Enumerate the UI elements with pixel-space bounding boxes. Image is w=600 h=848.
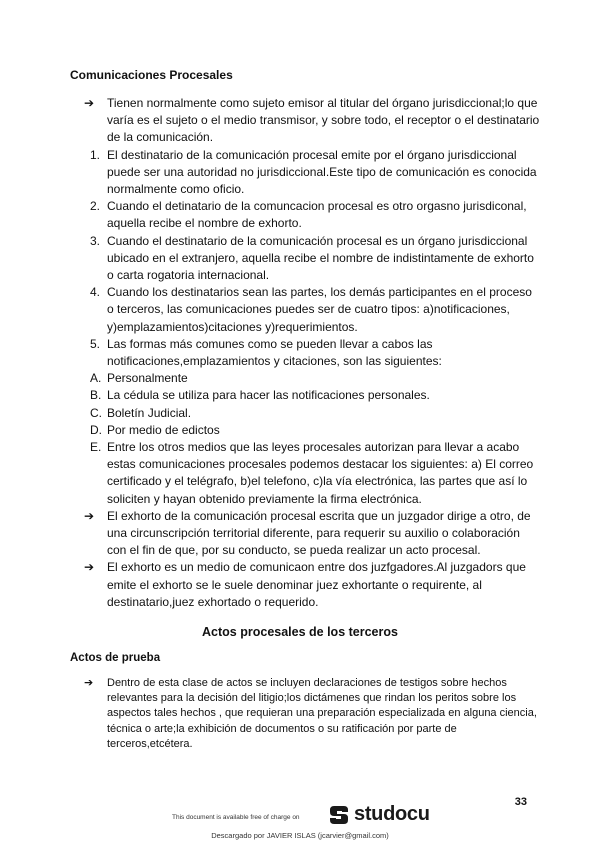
list-marker: 1. — [90, 147, 101, 162]
list-marker: C. — [90, 405, 102, 420]
studocu-logo-icon — [330, 804, 350, 826]
list-item — [70, 422, 540, 439]
list-marker: 2. — [90, 199, 101, 214]
list-marker: 3. — [90, 233, 101, 248]
list-item-text: El destinatario de la comunicación procesal emite por el órgano jurisdiccional puede ser una autoridad no jurisdiccional.Este tipo de comunicación es conocida normalmente como oficio. — [107, 147, 537, 197]
arrow-bullet-icon: ➔ — [84, 560, 95, 575]
page-number: 33 — [514, 796, 527, 808]
studocu-wordmark: studocu — [354, 803, 430, 825]
list-item — [70, 439, 540, 508]
list-item — [70, 95, 540, 147]
list-marker: A. — [90, 371, 102, 386]
list-item — [70, 147, 540, 199]
footer-note: This document is available free of charge on — [172, 814, 300, 821]
list-item-text: Dentro de esta clase de actos se incluyen declaraciones de testigos sobre hechos relevantes para la decisión del litigio;los dictámenes que rindan los peritos sobre los aspectos tales hechos , que requieran una preparación especializada en alguna ciencia, técnica o arte;la exhibición de documentos o su ratificación por parte de terceros,etcétera. — [107, 677, 537, 750]
list-item-text: Por medio de edictos — [107, 422, 220, 437]
list-marker: B. — [90, 388, 102, 403]
list-item — [70, 676, 540, 752]
secondary-list — [70, 676, 540, 752]
list-marker: 4. — [90, 285, 101, 300]
list-item-text: El exhorto de la comunicación procesal escrita que un juzgador dirige a otro, de una circunscripción territorial diferente, para requerir su auxilio o colaboración con el fin de que, por su conducto, se pueda realizar un acto procesal. — [107, 508, 531, 558]
list-marker: 5. — [90, 336, 101, 351]
section-heading: Comunicaciones Procesales — [70, 68, 233, 82]
list-item — [70, 508, 540, 560]
list-item — [70, 233, 540, 285]
list-item-text: El exhorto es un medio de comunicaon entre dos juzfgadores.Al juzgadors que emite el exhorto se le suele denominar juez exhortante o requirente, al destinatario,juez exhortado o requerido. — [107, 560, 526, 609]
main-list — [70, 95, 540, 611]
list-item — [70, 198, 540, 232]
subsection-heading: Actos de prueba — [70, 652, 161, 664]
list-item-text: Tienen normalmente como sujeto emisor al titular del órgano jurisdiccional;lo que varía es el sujeto o el medio transmisor, y sobre todo, el receptor o el destinatario de la comunicación. — [107, 96, 540, 145]
list-item-text: Las formas más comunes como se pueden llevar a cabos las notificaciones,emplazamientos y citaciones, son las siguientes: — [107, 336, 442, 369]
arrow-bullet-icon: ➔ — [84, 96, 95, 110]
download-attribution: Descargado por JAVIER ISLAS (jcarvier@gmail.com) — [211, 831, 389, 840]
list-marker: D. — [90, 422, 102, 437]
list-item-text: La cédula se utiliza para hacer las notificaciones personales. — [107, 388, 430, 403]
list-marker: E. — [90, 440, 102, 455]
list-item-text: Entre los otros medios que las leyes procesales autorizan para llevar a acabo estas comunicaciones procesales podemos destacar los siguientes: a) El correo certificado y el telégrafo, b)el telefono, c)la vía electrónica, las partes que así lo soliciten y hayan obtenido previamente la firma electrónica. — [107, 440, 534, 506]
list-item — [70, 370, 540, 387]
section-title-centered: Actos procesales de los terceros — [202, 625, 398, 639]
studocu-brand[interactable] — [330, 803, 430, 826]
list-item-text: Boletín Judicial. — [107, 405, 192, 420]
list-item-text: Cuando los destinatarios sean las partes, los demás participantes en el proceso o terceros, las comunicaciones puedes ser de cuatro tipos: a)notificaciones, y)emplazamientos)citaciones y)requerimientos. — [107, 285, 532, 334]
list-item — [70, 559, 540, 611]
list-item — [70, 387, 540, 404]
list-item-text: Cuando el destinatario de la comunicación procesal es un órgano jurisdiccional ubicado en el extranjero, aquella recibe el nombre de indistintamente de exhorto o carta rogatoria internacional. — [107, 233, 534, 283]
arrow-bullet-icon: ➔ — [84, 508, 95, 523]
list-item-text: Personalmente — [107, 371, 188, 386]
list-item — [70, 405, 540, 422]
list-item — [70, 284, 540, 336]
list-item — [70, 336, 540, 370]
list-item-text: Cuando el detinatario de la comuncacion procesal es otro orgasno jurisdiconal, aquella recibe el nombre de exhorto. — [107, 199, 527, 231]
arrow-bullet-icon: ➔ — [84, 677, 94, 689]
